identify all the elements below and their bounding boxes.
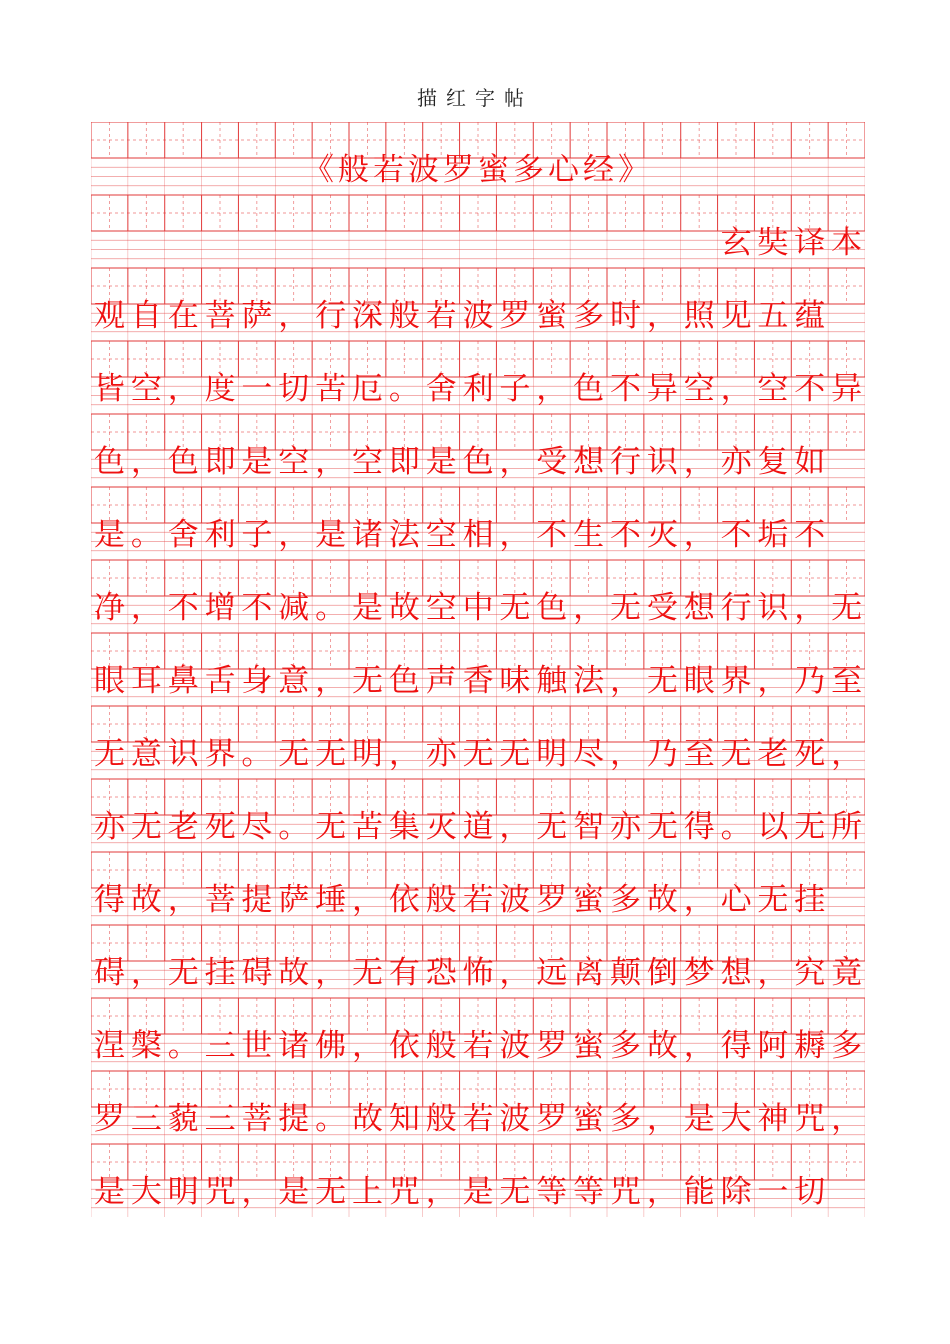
sutra-char: 子 — [241, 517, 273, 553]
sutra-char: 净 — [94, 590, 125, 626]
sutra-char: ， — [794, 590, 826, 626]
sutra-char: 不 — [610, 517, 641, 553]
sutra-char: ， — [130, 444, 162, 480]
sutra-char: 垢 — [757, 517, 789, 553]
sutra-char: 不 — [720, 517, 752, 553]
sutra-char: 法 — [388, 517, 420, 553]
sutra-char: ， — [683, 1028, 715, 1064]
sutra-char: 是 — [462, 1174, 494, 1210]
sutra-char: 。 — [278, 809, 310, 845]
sutra-char: 咒 — [204, 1174, 236, 1210]
sutra-char: 无 — [757, 882, 789, 918]
sutra-char: ， — [610, 736, 641, 772]
sutra-char: 梦 — [683, 955, 715, 991]
sutra-char: 译 — [794, 225, 826, 261]
sutra-char: 亦 — [720, 444, 752, 480]
sutra-char: 观 — [94, 298, 125, 334]
sutra-char: 尽 — [573, 736, 605, 772]
sutra-char: 是 — [94, 1174, 125, 1210]
sutra-char: 无 — [167, 955, 199, 991]
sutra-char: 等 — [536, 1174, 568, 1210]
sutra-char: ， — [499, 444, 531, 480]
sutra-char: 故 — [646, 882, 678, 918]
sutra-char: 多 — [831, 1028, 863, 1064]
sutra-char: 乃 — [794, 663, 826, 699]
sutra-char: 无 — [720, 736, 752, 772]
sutra-char: 是 — [352, 590, 383, 626]
sutra-char: 藐 — [167, 1101, 199, 1137]
sutra-char: ， — [499, 809, 531, 845]
sutra-char: 碍 — [94, 955, 125, 991]
sutra-char: 即 — [388, 444, 420, 480]
sutra-char: 乃 — [646, 736, 678, 772]
sutra-char: 舌 — [204, 663, 236, 699]
sutra-char: 中 — [462, 590, 494, 626]
sutra-char: 离 — [573, 955, 605, 991]
sutra-char: 颠 — [610, 955, 641, 991]
sutra-char: 倒 — [646, 955, 678, 991]
sutra-char: 般 — [425, 1028, 457, 1064]
sutra-char: 无 — [646, 809, 678, 845]
sutra-char: 明 — [167, 1174, 199, 1210]
sutra-char: 般 — [388, 298, 420, 334]
sutra-char: 无 — [499, 590, 531, 626]
sutra-char: 即 — [204, 444, 236, 480]
sutra-char: 萨 — [278, 882, 310, 918]
sutra-char: 竟 — [831, 955, 863, 991]
sutra-char: 大 — [720, 1101, 752, 1137]
sutra-char: 多 — [610, 882, 641, 918]
sutra-char: 三 — [204, 1101, 236, 1137]
sutra-char: 耳 — [130, 663, 162, 699]
sutra-char: 复 — [757, 444, 789, 480]
sutra-char: 受 — [646, 590, 678, 626]
sutra-char: 若 — [462, 1028, 494, 1064]
sutra-char: 。 — [388, 371, 420, 407]
sutra-char: 埵 — [315, 882, 347, 918]
sutra-char: 奘 — [757, 225, 789, 261]
sutra-char: 蜜 — [573, 1028, 605, 1064]
sutra-char: 在 — [167, 298, 199, 334]
sutra-char: 无 — [94, 736, 125, 772]
sutra-char: ， — [646, 298, 678, 334]
sutra-char: ， — [167, 882, 199, 918]
sutra-char: 不 — [610, 371, 641, 407]
sutra-char: 触 — [536, 663, 568, 699]
sutra-char: 界 — [204, 736, 236, 772]
sutra-char: ， — [499, 517, 531, 553]
sutra-char: 无 — [315, 809, 347, 845]
sutra-char: 想 — [573, 444, 605, 480]
sutra-char: 般 — [425, 1101, 457, 1137]
sutra-char: 无 — [610, 590, 641, 626]
sutra-char: 亦 — [94, 809, 125, 845]
sutra-char: 道 — [462, 809, 494, 845]
sutra-char: 至 — [831, 663, 863, 699]
sutra-char: 至 — [683, 736, 715, 772]
sutra-char: 无 — [499, 736, 531, 772]
sutra-char: 有 — [388, 955, 420, 991]
sutra-char: ， — [352, 1028, 383, 1064]
sutra-char: 想 — [683, 590, 715, 626]
sutra-char: 皆 — [94, 371, 125, 407]
sutra-char: 故 — [646, 1028, 678, 1064]
sutra-char: 佛 — [315, 1028, 347, 1064]
sutra-char: 死 — [794, 736, 826, 772]
sutra-char: 法 — [573, 663, 605, 699]
sutra-char: 咒 — [610, 1174, 641, 1210]
sutra-char: 色 — [388, 663, 420, 699]
sutra-char: 能 — [683, 1174, 715, 1210]
sutra-char: 故 — [352, 1101, 383, 1137]
sutra-char: 依 — [388, 882, 420, 918]
sutra-char: 多 — [573, 298, 605, 334]
sutra-char: ， — [315, 444, 347, 480]
sutra-char: 阿 — [757, 1028, 789, 1064]
sutra-char: 舍 — [425, 371, 457, 407]
sutra-char: ， — [241, 1174, 273, 1210]
sutra-char: 。 — [720, 809, 752, 845]
sutra-char: 。 — [241, 736, 273, 772]
sutra-char: 般 — [425, 882, 457, 918]
sutra-char: 咒 — [794, 1101, 826, 1137]
sutra-char: 相 — [462, 517, 494, 553]
sutra-char: 。 — [130, 517, 162, 553]
sutra-char: 上 — [352, 1174, 383, 1210]
sutra-char: 识 — [167, 736, 199, 772]
sutra-char: 色 — [573, 371, 605, 407]
sutra-char: 菩 — [241, 1101, 273, 1137]
sutra-char: ， — [683, 517, 715, 553]
sutra-title: 《般若波罗蜜多心经》 — [303, 152, 653, 188]
sutra-char: 一 — [241, 371, 273, 407]
sutra-char: 空 — [278, 444, 310, 480]
sutra-char: 得 — [94, 882, 125, 918]
sutra-char: 想 — [720, 955, 752, 991]
sutra-char: 无 — [462, 736, 494, 772]
sutra-char: 行 — [610, 444, 641, 480]
sutra-char: 利 — [204, 517, 236, 553]
sutra-char: 罗 — [536, 882, 568, 918]
sutra-char: ， — [831, 736, 863, 772]
sutra-char: 灭 — [646, 517, 678, 553]
sutra-char: 世 — [241, 1028, 273, 1064]
sutra-char: 波 — [499, 882, 531, 918]
sutra-char: 咒 — [388, 1174, 420, 1210]
sutra-char: 不 — [794, 517, 826, 553]
sutra-char: 减 — [278, 590, 310, 626]
sutra-char: 智 — [573, 809, 605, 845]
sutra-char: 玄 — [720, 225, 752, 261]
sutra-char: 无 — [352, 663, 383, 699]
sutra-char: 空 — [352, 444, 383, 480]
sutra-char: 知 — [388, 1101, 420, 1137]
sutra-char: 所 — [831, 809, 863, 845]
sutra-char: 若 — [462, 1101, 494, 1137]
sutra-char: 提 — [241, 882, 273, 918]
sutra-char: 空 — [425, 517, 457, 553]
sutra-char: 明 — [536, 736, 568, 772]
sutra-char: ， — [831, 1101, 863, 1137]
sutra-char: 诸 — [352, 517, 383, 553]
sutra-char: ， — [425, 1174, 457, 1210]
sutra-char: 无 — [278, 736, 310, 772]
sutra-char: 异 — [831, 371, 863, 407]
sutra-char: 自 — [130, 298, 162, 334]
sutra-char: 耨 — [794, 1028, 826, 1064]
sutra-char: 三 — [204, 1028, 236, 1064]
sutra-char: 异 — [646, 371, 678, 407]
sutra-char: 波 — [499, 1101, 531, 1137]
sutra-char: 波 — [499, 1028, 531, 1064]
sutra-char: 故 — [130, 882, 162, 918]
sutra-char: ， — [278, 517, 310, 553]
sutra-char: ， — [278, 298, 310, 334]
sutra-char: 空 — [757, 371, 789, 407]
sutra-char: 故 — [278, 955, 310, 991]
sutra-char: 蜜 — [573, 882, 605, 918]
sutra-char: 无 — [536, 809, 568, 845]
sutra-char: 罗 — [94, 1101, 125, 1137]
sutra-char: 色 — [94, 444, 125, 480]
sutra-char: 无 — [646, 663, 678, 699]
sutra-char: 厄 — [352, 371, 383, 407]
sutra-char: 度 — [204, 371, 236, 407]
sutra-char: 眼 — [683, 663, 715, 699]
sutra-char: 。 — [315, 1101, 347, 1137]
sutra-char: 萨 — [241, 298, 273, 334]
sutra-char: ， — [499, 955, 531, 991]
sutra-char: 行 — [315, 298, 347, 334]
sutra-char: 界 — [720, 663, 752, 699]
sutra-char: 得 — [720, 1028, 752, 1064]
sutra-char: 大 — [130, 1174, 162, 1210]
sutra-char: 等 — [573, 1174, 605, 1210]
sutra-char: 蜜 — [536, 298, 568, 334]
sutra-char: 是 — [241, 444, 273, 480]
sutra-char: 身 — [241, 663, 273, 699]
sutra-char: 蕴 — [794, 298, 826, 334]
sutra-char: ， — [646, 1174, 678, 1210]
sutra-char: ， — [683, 882, 715, 918]
sutra-char: 老 — [757, 736, 789, 772]
sutra-char: 苦 — [352, 809, 383, 845]
sutra-char: 三 — [130, 1101, 162, 1137]
sutra-char: 涅 — [94, 1028, 125, 1064]
sutra-char: 神 — [757, 1101, 789, 1137]
sutra-char: 波 — [462, 298, 494, 334]
sutra-char: 不 — [167, 590, 199, 626]
sutra-char: 不 — [794, 371, 826, 407]
sutra-char: 见 — [720, 298, 752, 334]
sutra-char: 色 — [536, 590, 568, 626]
sutra-char: 多 — [610, 1101, 641, 1137]
sutra-char: 亦 — [610, 809, 641, 845]
sutra-char: 碍 — [241, 955, 273, 991]
sutra-char: 空 — [683, 371, 715, 407]
sutra-char: 行 — [720, 590, 752, 626]
sutra-char: 远 — [536, 955, 568, 991]
sutra-char: ， — [573, 590, 605, 626]
sutra-char: 挂 — [794, 882, 826, 918]
sutra-char: 意 — [278, 663, 310, 699]
sutra-char: ， — [167, 371, 199, 407]
sutra-char: 故 — [388, 590, 420, 626]
sutra-char: 不 — [241, 590, 273, 626]
sutra-char: 不 — [536, 517, 568, 553]
sutra-char: 切 — [278, 371, 310, 407]
sutra-char: 集 — [388, 809, 420, 845]
sutra-char: 罗 — [499, 298, 531, 334]
sutra-char: ， — [646, 1101, 678, 1137]
sutra-char: 恐 — [425, 955, 457, 991]
sutra-char: 尽 — [241, 809, 273, 845]
page-header-title: 描红字帖 — [417, 86, 533, 110]
sutra-text-layer — [91, 122, 865, 1238]
sutra-char: 。 — [315, 590, 347, 626]
sutra-char: 香 — [462, 663, 494, 699]
sutra-char: 色 — [462, 444, 494, 480]
sutra-char: 空 — [130, 371, 162, 407]
sutra-char: 增 — [204, 590, 236, 626]
sutra-char: 识 — [757, 590, 789, 626]
sutra-char: ， — [388, 736, 420, 772]
sutra-char: 无 — [315, 736, 347, 772]
sutra-char: ， — [130, 955, 162, 991]
sutra-char: ， — [315, 955, 347, 991]
sutra-char: 眼 — [94, 663, 125, 699]
sutra-char: 时 — [610, 298, 641, 334]
sutra-char: ， — [315, 663, 347, 699]
sutra-char: 明 — [352, 736, 383, 772]
sutra-char: 心 — [720, 882, 752, 918]
sutra-char: 无 — [499, 1174, 531, 1210]
sutra-char: ， — [536, 371, 568, 407]
sutra-char: 怖 — [462, 955, 494, 991]
sutra-char: ， — [130, 590, 162, 626]
sutra-char: ， — [352, 882, 383, 918]
sutra-char: 以 — [757, 809, 789, 845]
sutra-char: 苦 — [315, 371, 347, 407]
sutra-char: 是 — [425, 444, 457, 480]
sutra-char: ， — [757, 955, 789, 991]
sutra-char: 。 — [167, 1028, 199, 1064]
sutra-char: 无 — [130, 809, 162, 845]
copybook-sheet — [91, 122, 865, 1238]
sutra-char: 诸 — [278, 1028, 310, 1064]
sutra-char: ， — [757, 663, 789, 699]
sutra-char: 是 — [94, 517, 125, 553]
sutra-char: 舍 — [167, 517, 199, 553]
sutra-char: 若 — [425, 298, 457, 334]
sutra-char: 深 — [352, 298, 383, 334]
sutra-char: 亦 — [425, 736, 457, 772]
sutra-char: 得 — [683, 809, 715, 845]
sutra-char: 无 — [315, 1174, 347, 1210]
sutra-char: ， — [610, 663, 641, 699]
sutra-char: 若 — [462, 882, 494, 918]
sutra-char: 生 — [573, 517, 605, 553]
sutra-char: 究 — [794, 955, 826, 991]
sutra-char: 如 — [794, 444, 826, 480]
sutra-char: 子 — [499, 371, 531, 407]
sutra-char: 色 — [167, 444, 199, 480]
sutra-char: 除 — [720, 1174, 752, 1210]
sutra-char: 菩 — [204, 298, 236, 334]
sutra-char: 照 — [683, 298, 715, 334]
sutra-char: 意 — [130, 736, 162, 772]
sutra-char: 识 — [646, 444, 678, 480]
sutra-char: 挂 — [204, 955, 236, 991]
sutra-char: 无 — [831, 590, 863, 626]
sutra-char: 声 — [425, 663, 457, 699]
sutra-char: 是 — [683, 1101, 715, 1137]
sutra-char: 利 — [462, 371, 494, 407]
sutra-char: 菩 — [204, 882, 236, 918]
sutra-char: 无 — [794, 809, 826, 845]
sutra-char: 老 — [167, 809, 199, 845]
sutra-char: 味 — [499, 663, 531, 699]
sutra-char: 罗 — [536, 1101, 568, 1137]
sutra-char: ， — [683, 444, 715, 480]
sutra-char: 五 — [757, 298, 789, 334]
sutra-char: 空 — [425, 590, 457, 626]
sutra-char: 是 — [315, 517, 347, 553]
sutra-char: 槃 — [130, 1028, 162, 1064]
sutra-char: 一 — [757, 1174, 789, 1210]
sutra-char: 罗 — [536, 1028, 568, 1064]
sutra-char: 死 — [204, 809, 236, 845]
sutra-char: ， — [720, 371, 752, 407]
sutra-char: 受 — [536, 444, 568, 480]
sutra-char: 灭 — [425, 809, 457, 845]
sutra-char: 依 — [388, 1028, 420, 1064]
sutra-char: 多 — [610, 1028, 641, 1064]
sutra-char: 切 — [794, 1174, 826, 1210]
sutra-char: 本 — [831, 225, 863, 261]
sutra-char: 无 — [352, 955, 383, 991]
sutra-char: 是 — [278, 1174, 310, 1210]
sutra-char: 鼻 — [167, 663, 199, 699]
sutra-char: 提 — [278, 1101, 310, 1137]
sutra-char: 蜜 — [573, 1101, 605, 1137]
